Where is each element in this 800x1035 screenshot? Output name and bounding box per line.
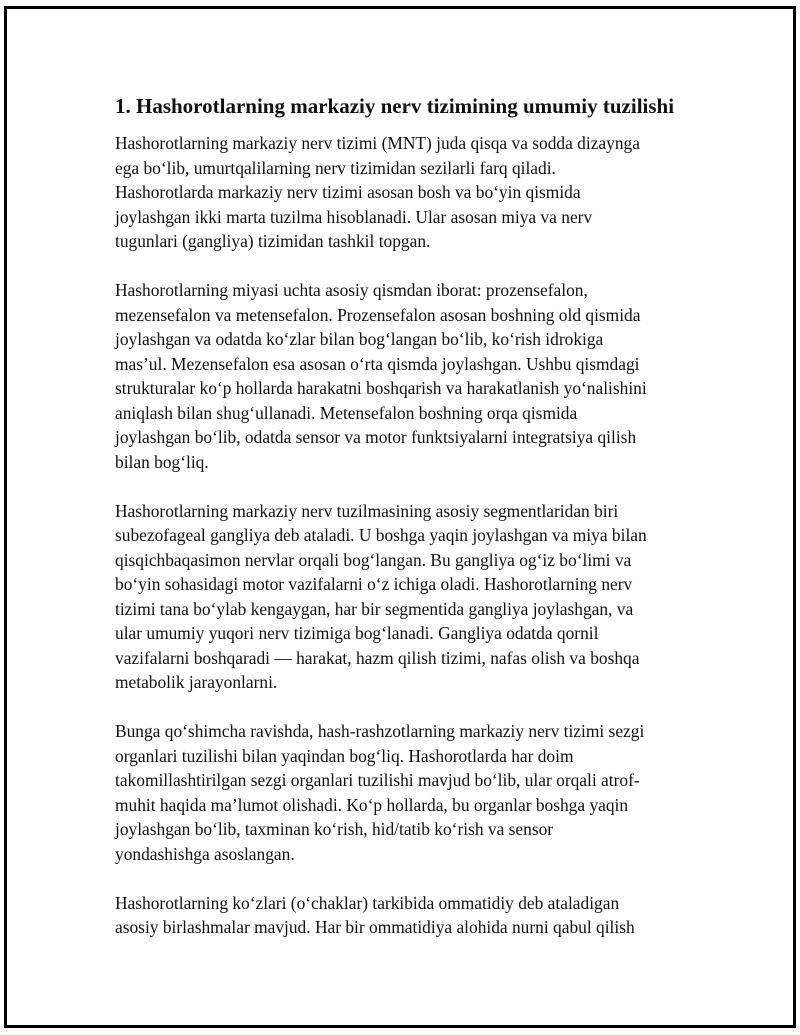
text-line: aniqlash bilan shug‘ullanadi. Metensefalon boshning orqa qismida xyxy=(115,402,578,423)
document-body xyxy=(115,93,690,964)
text-line: tugunlari (gangliya) tizimidan tashkil topgan. xyxy=(115,231,431,251)
paragraph xyxy=(115,719,690,866)
text-line: yondashishga asoslangan. xyxy=(115,843,295,864)
text-line: Hashorotlarning markaziy nerv tizimi (MNT) juda qisqa va sodda dizaynga xyxy=(115,133,640,153)
text-line: vazifalarni boshqaradi — harakat, hazm qilish tizimi, nafas olish va boshqa xyxy=(115,647,640,668)
text-line: Hashorotlarning markaziy nerv tuzilmasining asosiy segmentlaridan biri xyxy=(115,500,619,521)
text-line: qisqichbaqasimon nervlar orqali bog‘langan. Bu gangliya og‘iz bo‘limi va xyxy=(115,549,632,570)
paragraph xyxy=(115,278,690,474)
text-line: metabolik jarayonlarni. xyxy=(115,672,278,692)
text-line: muhit haqida ma’lumot olishadi. Ko‘p hollarda, bu organlar boshga yaqin xyxy=(115,794,629,815)
paragraph xyxy=(115,891,690,940)
text-line: joylashgan bo‘lib, odatda sensor va motor funktsiyalarni integratsiya qilish xyxy=(115,427,637,447)
text-line: ular umumiy yuqori nerv tizimiga bog‘lanadi. Gangliya odatda qornil xyxy=(115,623,599,643)
text-line: organlari tuzilishi bilan yaqindan bog‘liq. Hashorotlarda har doim xyxy=(115,745,574,766)
section-heading: 1. Hashorotlarning markaziy nerv tizimining umumiy tuzilishi xyxy=(115,94,675,118)
text-line: strukturalar ko‘p hollarda harakatni boshqarish va harakatlanish yo‘nalishini xyxy=(115,378,647,398)
text-line: asosiy birlashmalar mavjud. Har bir ommatidiya alohida nurni qabul qilish xyxy=(115,917,635,937)
text-line: takomillashtirilgan sezgi organlari tuzilishi mavjud bo‘lib, ular orqali atrof- xyxy=(115,770,640,790)
text-line: subezofageal gangliya deb ataladi. U boshga yaqin joylashgan va miya bilan xyxy=(115,525,647,545)
text-line: bo‘yin sohasidagi motor vazifalarni o‘z ichiga oladi. Hashorotlarning nerv xyxy=(115,574,633,594)
text-line: joylashgan bo‘lib, taxminan ko‘rish, hid/tatib ko‘rish va sensor xyxy=(115,819,554,839)
text-line: Hashorotlarda markaziy nerv tizimi asosan bosh va bo‘yin qismida xyxy=(115,182,581,202)
text-line: joylashgan ikki marta tuzilma hisoblanadi. Ular asosan miya va nerv xyxy=(115,206,593,227)
paragraph xyxy=(115,131,690,254)
text-line: mezensefalon va metensefalon. Prozensefalon asosan boshning old qismida xyxy=(115,304,641,325)
text-line: Bunga qo‘shimcha ravishda, hash-rashzotlarning markaziy nerv tizimi sezgi xyxy=(115,721,645,741)
text-line: joylashgan va odatda ko‘zlar bilan bog‘langan bo‘lib, ko‘rish idrokiga xyxy=(115,329,604,349)
text-line: bilan bog‘liq. xyxy=(115,451,209,472)
text-line: mas’ul. Mezensefalon esa asosan o‘rta qismda joylashgan. Ushbu qismdagi xyxy=(115,353,640,374)
text-line: Hashorotlarning miyasi uchta asosiy qismdan iborat: prozensefalon, xyxy=(115,280,588,300)
paragraph xyxy=(115,499,690,695)
text-line: ega bo‘lib, umurtqalilarning nerv tizimidan sezilarli farq qiladi. xyxy=(115,157,556,178)
text-line: tizimi tana bo‘ylab kengaygan, har bir segmentida gangliya joylashgan, va xyxy=(115,598,634,619)
text-line: Hashorotlarning ko‘zlari (o‘chaklar) tarkibida ommatidiy deb ataladigan xyxy=(115,892,620,913)
